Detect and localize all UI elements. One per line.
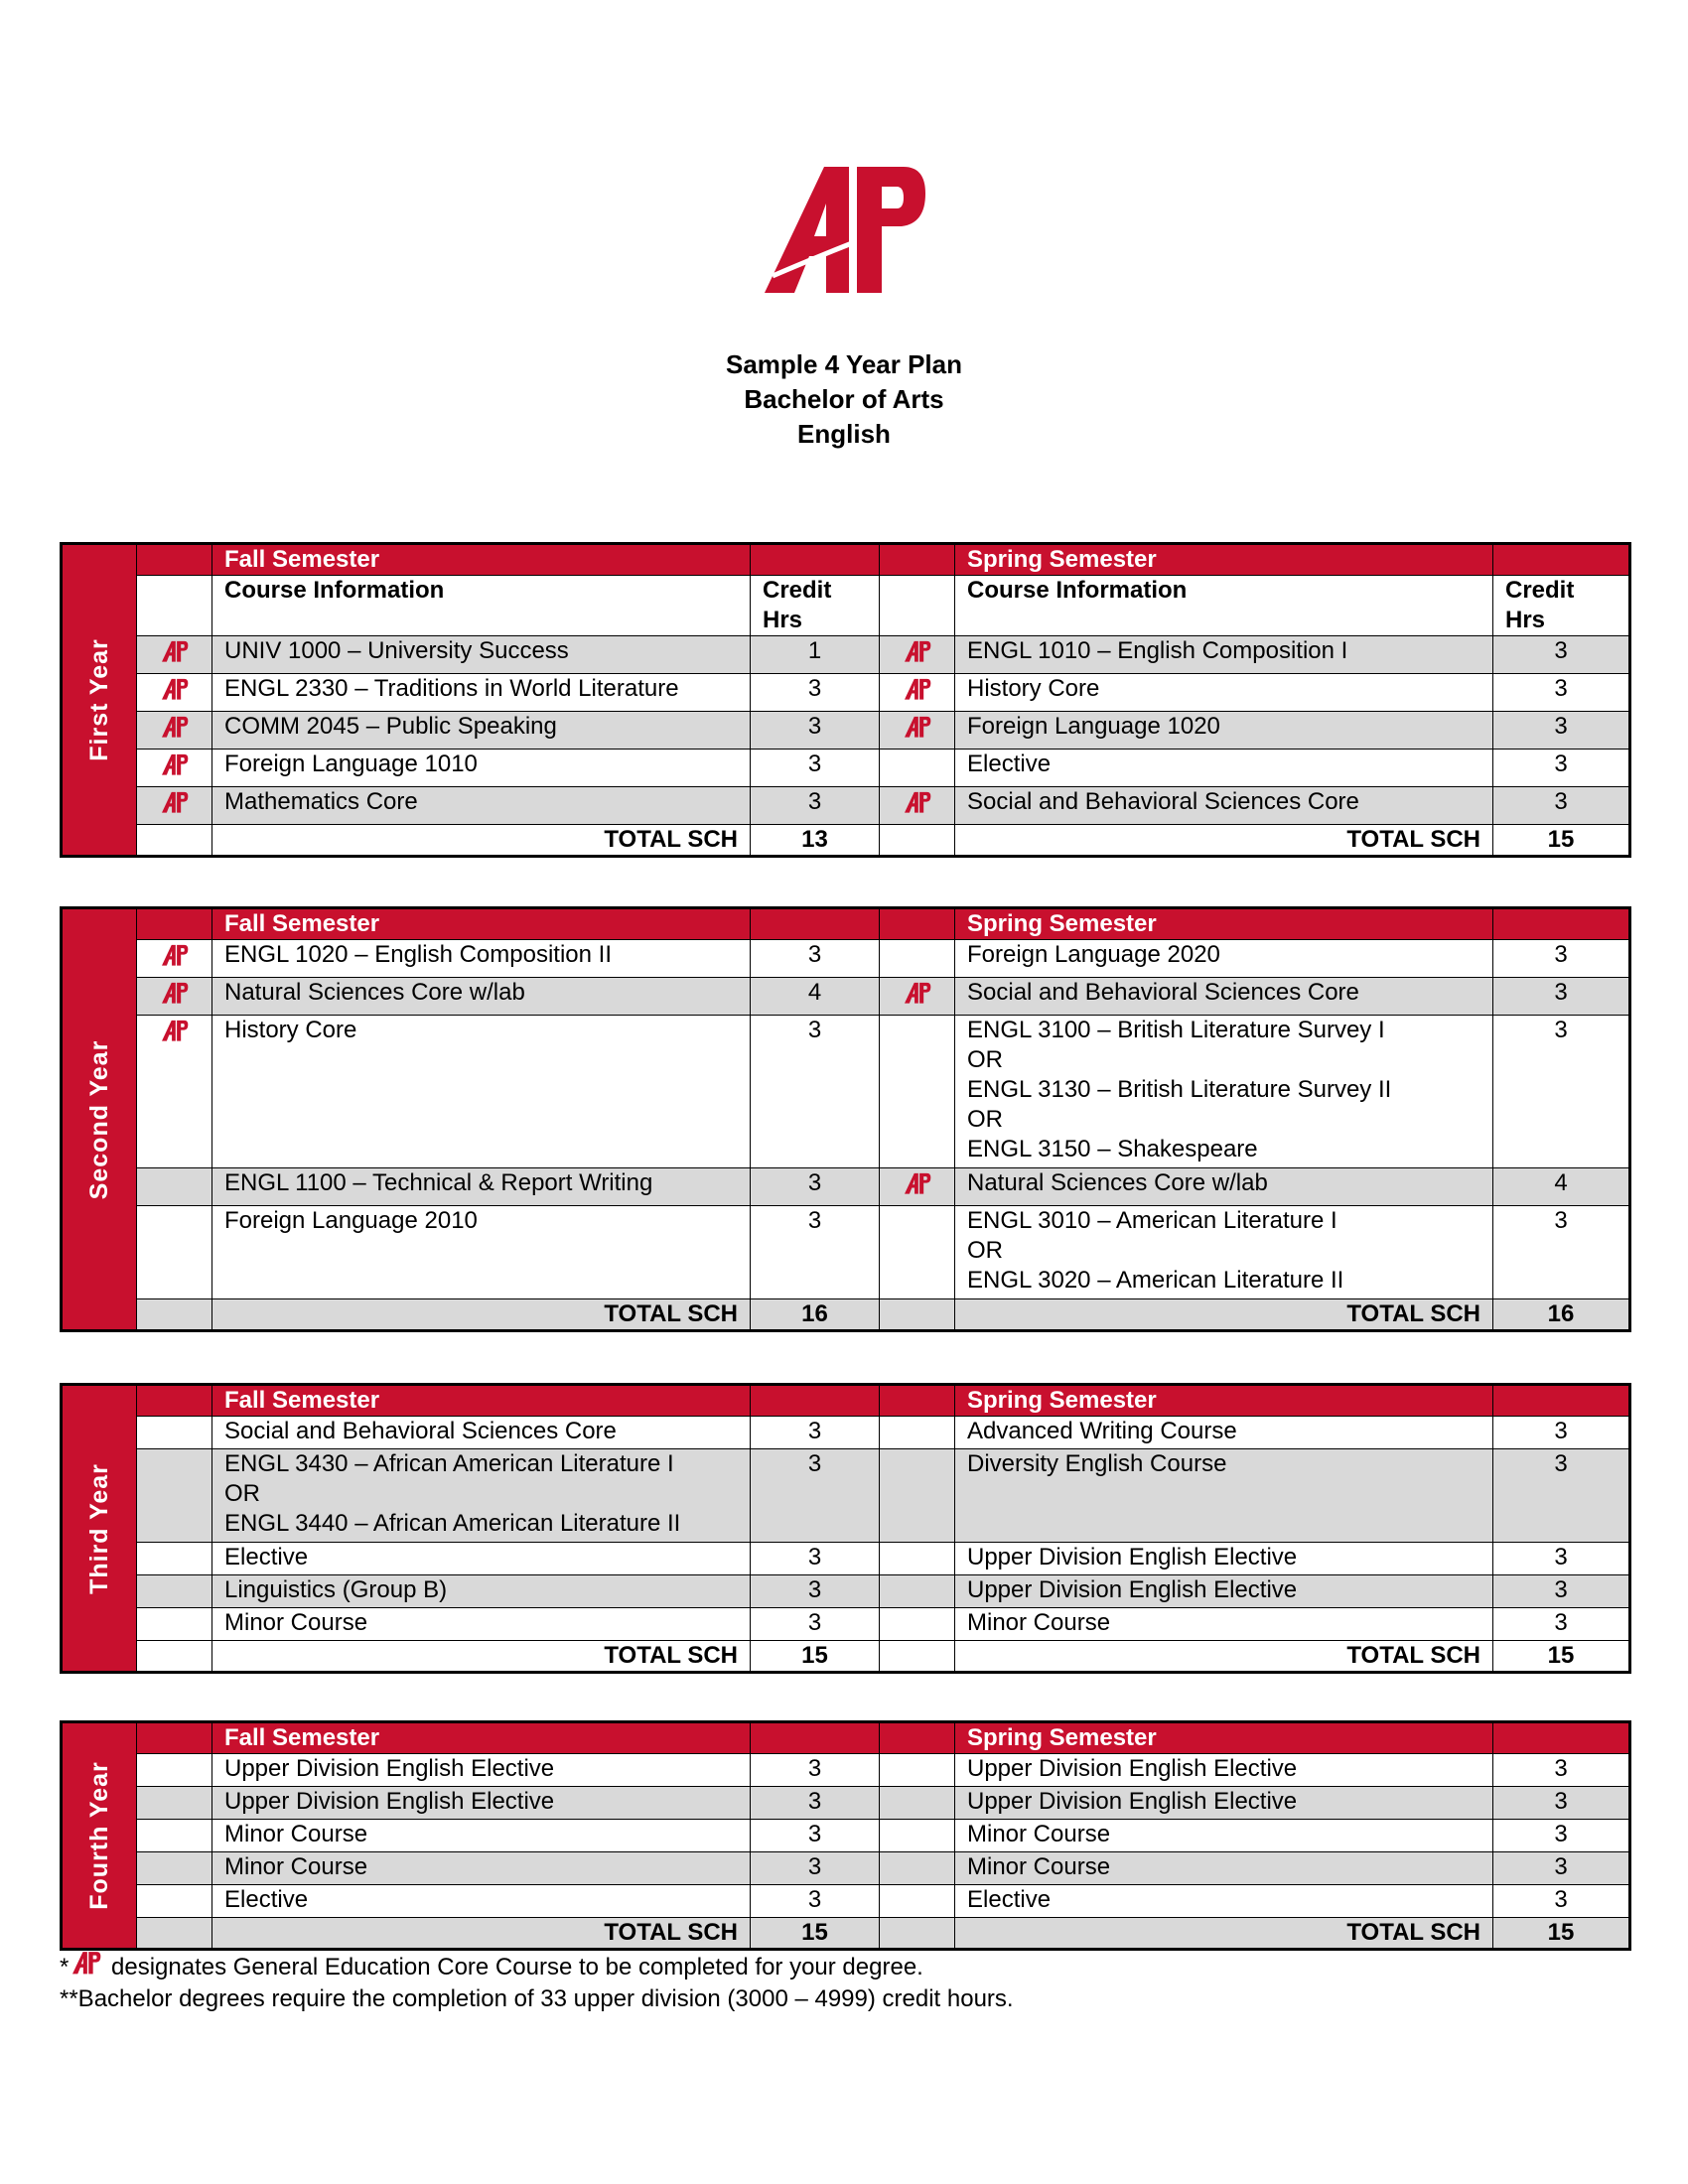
spring-course-text: Minor Course: [967, 1853, 1111, 1880]
year-table-4: [60, 1720, 1631, 1951]
header-credit-cell: [1493, 1385, 1630, 1417]
fall-course-text: Elective: [224, 1544, 309, 1570]
total-icon-cell: [137, 1299, 212, 1331]
fall-credit: 1: [751, 636, 880, 674]
subheader-icon-cell: [880, 576, 955, 636]
spring-course: [955, 1754, 1493, 1787]
fall-course: [212, 712, 751, 750]
fall-credit: 3: [751, 1417, 880, 1449]
header-icon-cell: [137, 908, 212, 940]
credit-label: Credit: [763, 577, 832, 604]
spring-course: [955, 1787, 1493, 1820]
year-table-2: [60, 906, 1631, 1332]
fall-credit: 3: [751, 1885, 880, 1918]
spring-core-marker: [880, 1417, 955, 1449]
spring-total-value: 15: [1493, 1918, 1630, 1950]
header-icon-cell: [880, 1385, 955, 1417]
fall-credit: 3: [751, 1168, 880, 1206]
spring-core-marker: [880, 940, 955, 978]
fall-core-marker: [137, 940, 212, 978]
spring-course-text: ENGL 3150 – Shakespeare: [967, 1136, 1258, 1162]
core-course-icon: [158, 714, 192, 740]
spring-course: [955, 1417, 1493, 1449]
spring-course: [955, 940, 1493, 978]
header-icon-cell: [137, 544, 212, 576]
fall-course-text: Natural Sciences Core w/lab: [224, 979, 525, 1006]
fall-total-label: TOTAL SCH: [212, 825, 751, 857]
fall-course: [212, 1206, 751, 1299]
course-row: [62, 1787, 1630, 1820]
spring-course: [955, 712, 1493, 750]
fall-course: [212, 1543, 751, 1575]
spring-core-marker: [880, 787, 955, 825]
hrs-label: Hrs: [763, 607, 803, 633]
spring-credit: 3: [1493, 1575, 1630, 1608]
spring-core-marker: [880, 1543, 955, 1575]
header-icon-cell: [137, 1385, 212, 1417]
course-row: [62, 636, 1630, 674]
fall-course-text: Upper Division English Elective: [224, 1788, 555, 1815]
title-line-2: Bachelor of Arts: [744, 384, 944, 414]
course-row: [62, 978, 1630, 1016]
year-label-cell: [62, 544, 137, 857]
header-credit-cell: [751, 1385, 880, 1417]
spring-total-label: TOTAL SCH: [955, 1299, 1493, 1331]
year-label-cell: [62, 1722, 137, 1950]
fall-total-label: TOTAL SCH: [212, 1918, 751, 1950]
fall-course: [212, 1754, 751, 1787]
header-icon-cell: [880, 544, 955, 576]
spring-course: [955, 1543, 1493, 1575]
core-course-icon: [901, 1170, 934, 1196]
course-row: [62, 940, 1630, 978]
spring-course-text: OR: [967, 1046, 1003, 1073]
spring-course-text: History Core: [967, 675, 1100, 702]
total-icon-cell: [880, 825, 955, 857]
core-course-icon: [901, 638, 934, 664]
hrs-label: Hrs: [1505, 607, 1546, 633]
fall-semester-header: Fall Semester: [212, 544, 751, 576]
course-row: [62, 712, 1630, 750]
spring-course-text: Social and Behavioral Sciences Core: [967, 979, 1359, 1006]
course-row: [62, 674, 1630, 712]
spring-core-marker: [880, 1168, 955, 1206]
spring-course-text: ENGL 3020 – American Literature II: [967, 1267, 1344, 1294]
fall-course: [212, 940, 751, 978]
fall-course-text: Mathematics Core: [224, 788, 418, 815]
fall-core-marker: [137, 1206, 212, 1299]
spring-core-marker: [880, 978, 955, 1016]
core-course-icon: [158, 942, 192, 968]
spring-credit: 3: [1493, 1206, 1630, 1299]
spring-course: [955, 674, 1493, 712]
fall-core-marker: [137, 1754, 212, 1787]
header-credit-cell: [751, 908, 880, 940]
fall-credit: 3: [751, 1754, 880, 1787]
spring-course-text: Foreign Language 1020: [967, 713, 1220, 740]
spring-course-text: OR: [967, 1106, 1003, 1133]
fall-total-value: 16: [751, 1299, 880, 1331]
spring-semester-header: Spring Semester: [955, 908, 1493, 940]
spring-credit: 3: [1493, 1852, 1630, 1885]
core-course-logo-icon: [69, 1949, 104, 1977]
fall-total-value: 15: [751, 1918, 880, 1950]
header-credit-cell: [1493, 908, 1630, 940]
fall-credit: 3: [751, 1206, 880, 1299]
fall-credit: 3: [751, 1016, 880, 1168]
fall-credit: 3: [751, 1608, 880, 1641]
total-icon-cell: [880, 1641, 955, 1673]
fall-course-text: Minor Course: [224, 1609, 368, 1636]
spring-course-text: Natural Sciences Core w/lab: [967, 1169, 1268, 1196]
fall-credit: 3: [751, 1575, 880, 1608]
fall-course-text: Foreign Language 2010: [224, 1207, 478, 1234]
header-icon-cell: [137, 1722, 212, 1754]
fall-core-marker: [137, 1016, 212, 1168]
fall-core-marker: [137, 978, 212, 1016]
fall-core-marker: [137, 674, 212, 712]
total-icon-cell: [137, 825, 212, 857]
fall-course: [212, 1417, 751, 1449]
fall-course-text: Social and Behavioral Sciences Core: [224, 1418, 617, 1444]
fall-core-marker: [137, 1820, 212, 1852]
spring-course-text: Minor Course: [967, 1821, 1111, 1847]
spring-course: [955, 1016, 1493, 1168]
fall-course-text: Elective: [224, 1886, 309, 1913]
fall-course-text: History Core: [224, 1017, 357, 1043]
fall-core-marker: [137, 1787, 212, 1820]
fall-course: [212, 1852, 751, 1885]
fall-course: [212, 1449, 751, 1543]
spring-credit: 3: [1493, 1543, 1630, 1575]
spring-course-text: Upper Division English Elective: [967, 1788, 1298, 1815]
fall-course: [212, 1575, 751, 1608]
fall-semester-header: Fall Semester: [212, 1385, 751, 1417]
year-label: First Year: [85, 638, 113, 761]
fall-core-marker: [137, 1852, 212, 1885]
spring-course-text: Advanced Writing Course: [967, 1418, 1237, 1444]
spring-core-marker: [880, 1608, 955, 1641]
fall-course-text: ENGL 3440 – African American Literature II: [224, 1510, 681, 1537]
spring-course-text: Foreign Language 2020: [967, 941, 1220, 968]
spring-core-marker: [880, 1449, 955, 1543]
header-icon-cell: [880, 1722, 955, 1754]
spring-total-label: TOTAL SCH: [955, 1641, 1493, 1673]
spring-course-text: Elective: [967, 751, 1052, 777]
core-course-icon: [158, 980, 192, 1006]
spring-credit: 3: [1493, 1417, 1630, 1449]
spring-core-marker: [880, 1754, 955, 1787]
spring-total-value: 15: [1493, 1641, 1630, 1673]
fall-semester-header: Fall Semester: [212, 1722, 751, 1754]
course-row: [62, 1168, 1630, 1206]
course-row: [62, 1885, 1630, 1918]
credit-label: Credit: [1505, 577, 1575, 604]
spring-course-text: ENGL 3100 – British Literature Survey I: [967, 1017, 1385, 1043]
fall-course-text: Foreign Language 1010: [224, 751, 478, 777]
footnote-core: [60, 1949, 1014, 1983]
fall-core-marker: [137, 1608, 212, 1641]
fall-course: [212, 1787, 751, 1820]
credit-hrs-header: [1493, 576, 1630, 636]
core-course-icon: [901, 980, 934, 1006]
subheader-icon-cell: [137, 576, 212, 636]
spring-course-text: Minor Course: [967, 1609, 1111, 1636]
header-credit-cell: [1493, 1722, 1630, 1754]
year-label: Second Year: [85, 1039, 113, 1199]
spring-core-marker: [880, 712, 955, 750]
spring-course-text: Upper Division English Elective: [967, 1755, 1298, 1782]
fall-total-value: 13: [751, 825, 880, 857]
spring-course: [955, 1168, 1493, 1206]
spring-credit: 3: [1493, 1608, 1630, 1641]
spring-course-text: ENGL 1010 – English Composition I: [967, 637, 1348, 664]
credit-hrs-header: [751, 576, 880, 636]
spring-credit: 4: [1493, 1168, 1630, 1206]
footnote-upper-division: **Bachelor degrees require the completion of 33 upper division (3000 – 4999) credit hours.: [60, 1985, 1014, 2012]
fall-course-text: OR: [224, 1480, 260, 1507]
core-course-icon: [901, 789, 934, 815]
total-icon-cell: [880, 1918, 955, 1950]
header-icon-cell: [880, 908, 955, 940]
total-icon-cell: [137, 1641, 212, 1673]
core-course-icon: [158, 676, 192, 702]
fall-credit: 3: [751, 1543, 880, 1575]
spring-core-marker: [880, 1852, 955, 1885]
spring-course: [955, 1575, 1493, 1608]
year-table-3: [60, 1383, 1631, 1674]
fall-credit: 3: [751, 750, 880, 787]
spring-course: [955, 1852, 1493, 1885]
core-course-icon: [158, 1018, 192, 1043]
spring-core-marker: [880, 1575, 955, 1608]
course-row: [62, 1543, 1630, 1575]
spring-credit: 3: [1493, 1787, 1630, 1820]
fall-course: [212, 750, 751, 787]
year-label-cell: [62, 1385, 137, 1673]
fall-core-marker: [137, 712, 212, 750]
fall-course-text: ENGL 1020 – English Composition II: [224, 941, 612, 968]
spring-course-text: Upper Division English Elective: [967, 1576, 1298, 1603]
fall-course: [212, 636, 751, 674]
fall-course-text: Linguistics (Group B): [224, 1576, 448, 1603]
course-info-header: Course Information: [212, 576, 751, 636]
core-course-icon: [158, 789, 192, 815]
fall-semester-header: Fall Semester: [212, 908, 751, 940]
title-line-1: Sample 4 Year Plan: [726, 349, 962, 379]
spring-semester-header: Spring Semester: [955, 1385, 1493, 1417]
fall-total-label: TOTAL SCH: [212, 1299, 751, 1331]
fall-course-text: ENGL 3430 – African American Literature I: [224, 1450, 674, 1477]
fall-course: [212, 1820, 751, 1852]
course-row: [62, 1754, 1630, 1787]
fall-course-text: ENGL 1100 – Technical & Report Writing: [224, 1169, 653, 1196]
total-icon-cell: [137, 1918, 212, 1950]
fall-credit: 3: [751, 712, 880, 750]
spring-credit: 3: [1493, 712, 1630, 750]
header-credit-cell: [751, 544, 880, 576]
course-row: [62, 750, 1630, 787]
fall-course-text: Upper Division English Elective: [224, 1755, 555, 1782]
spring-course-text: OR: [967, 1237, 1003, 1264]
fall-credit: 3: [751, 1820, 880, 1852]
course-row: [62, 1575, 1630, 1608]
course-row: [62, 1206, 1630, 1299]
spring-total-value: 15: [1493, 825, 1630, 857]
fall-course-text: Minor Course: [224, 1853, 368, 1880]
fall-course-text: UNIV 1000 – University Success: [224, 637, 569, 664]
title-line-3: English: [797, 419, 891, 449]
spring-credit: 3: [1493, 674, 1630, 712]
spring-core-marker: [880, 1206, 955, 1299]
spring-credit: 3: [1493, 1449, 1630, 1543]
fall-course-text: ENGL 2330 – Traditions in World Literature: [224, 675, 679, 702]
spring-course-text: Social and Behavioral Sciences Core: [967, 788, 1359, 815]
year-label: Fourth Year: [85, 1761, 113, 1910]
footnote-core-text: designates General Education Core Course to be completed for your degree.: [104, 1954, 923, 1980]
course-row: [62, 787, 1630, 825]
core-course-icon: [158, 638, 192, 664]
spring-core-marker: [880, 1787, 955, 1820]
fall-total-value: 15: [751, 1641, 880, 1673]
fall-course: [212, 978, 751, 1016]
fall-course-text: COMM 2045 – Public Speaking: [224, 713, 557, 740]
spring-course: [955, 787, 1493, 825]
spring-core-marker: [880, 674, 955, 712]
fall-credit: 3: [751, 940, 880, 978]
spring-course-text: Diversity English Course: [967, 1450, 1227, 1477]
spring-credit: 3: [1493, 1820, 1630, 1852]
spring-credit: 3: [1493, 636, 1630, 674]
course-row: [62, 1852, 1630, 1885]
spring-total-label: TOTAL SCH: [955, 1918, 1493, 1950]
spring-semester-header: Spring Semester: [955, 544, 1493, 576]
university-logo: [755, 149, 933, 308]
course-row: [62, 1608, 1630, 1641]
fall-course: [212, 1608, 751, 1641]
fall-course: [212, 674, 751, 712]
fall-core-marker: [137, 1168, 212, 1206]
spring-course: [955, 1449, 1493, 1543]
spring-core-marker: [880, 1016, 955, 1168]
spring-semester-header: Spring Semester: [955, 1722, 1493, 1754]
fall-course: [212, 1885, 751, 1918]
fall-credit: 3: [751, 1787, 880, 1820]
core-course-icon: [158, 751, 192, 777]
fall-credit: 3: [751, 1852, 880, 1885]
spring-credit: 3: [1493, 750, 1630, 787]
spring-course: [955, 978, 1493, 1016]
core-course-icon: [901, 714, 934, 740]
spring-course: [955, 750, 1493, 787]
fall-core-marker: [137, 1885, 212, 1918]
spring-core-marker: [880, 1885, 955, 1918]
fall-total-label: TOTAL SCH: [212, 1641, 751, 1673]
spring-credit: 3: [1493, 1754, 1630, 1787]
spring-core-marker: [880, 750, 955, 787]
course-row: [62, 1417, 1630, 1449]
fall-core-marker: [137, 1575, 212, 1608]
spring-course-text: Upper Division English Elective: [967, 1544, 1298, 1570]
fall-core-marker: [137, 750, 212, 787]
year-label: Third Year: [85, 1462, 113, 1594]
fall-core-marker: [137, 1449, 212, 1543]
fall-credit: 4: [751, 978, 880, 1016]
spring-course-text: Elective: [967, 1886, 1052, 1913]
spring-course: [955, 1608, 1493, 1641]
fall-core-marker: [137, 1543, 212, 1575]
total-icon-cell: [880, 1299, 955, 1331]
year-label-cell: [62, 908, 137, 1331]
spring-credit: 3: [1493, 978, 1630, 1016]
year-table-1: [60, 542, 1631, 858]
fall-course: [212, 1168, 751, 1206]
fall-course: [212, 787, 751, 825]
core-course-icon: [901, 676, 934, 702]
footnotes: [60, 1949, 1014, 2015]
spring-credit: 3: [1493, 940, 1630, 978]
spring-course-text: ENGL 3010 – American Literature I: [967, 1207, 1337, 1234]
fall-course-text: Minor Course: [224, 1821, 368, 1847]
fall-core-marker: [137, 636, 212, 674]
fall-core-marker: [137, 1417, 212, 1449]
spring-course: [955, 1820, 1493, 1852]
spring-course: [955, 1206, 1493, 1299]
spring-course: [955, 1885, 1493, 1918]
spring-core-marker: [880, 1820, 955, 1852]
fall-course: [212, 1016, 751, 1168]
fall-core-marker: [137, 787, 212, 825]
spring-credit: 3: [1493, 787, 1630, 825]
spring-course: [955, 636, 1493, 674]
header-credit-cell: [751, 1722, 880, 1754]
course-row: [62, 1820, 1630, 1852]
document-title: [0, 347, 1688, 452]
fall-credit: 3: [751, 1449, 880, 1543]
spring-credit: 3: [1493, 1885, 1630, 1918]
course-row: [62, 1016, 1630, 1168]
spring-credit: 3: [1493, 1016, 1630, 1168]
spring-course-text: ENGL 3130 – British Literature Survey II: [967, 1076, 1392, 1103]
course-info-header: Course Information: [955, 576, 1493, 636]
course-row: [62, 1449, 1630, 1543]
spring-total-label: TOTAL SCH: [955, 825, 1493, 857]
spring-total-value: 16: [1493, 1299, 1630, 1331]
footnote-star: *: [60, 1954, 70, 1980]
fall-credit: 3: [751, 674, 880, 712]
header-credit-cell: [1493, 544, 1630, 576]
spring-core-marker: [880, 636, 955, 674]
fall-credit: 3: [751, 787, 880, 825]
